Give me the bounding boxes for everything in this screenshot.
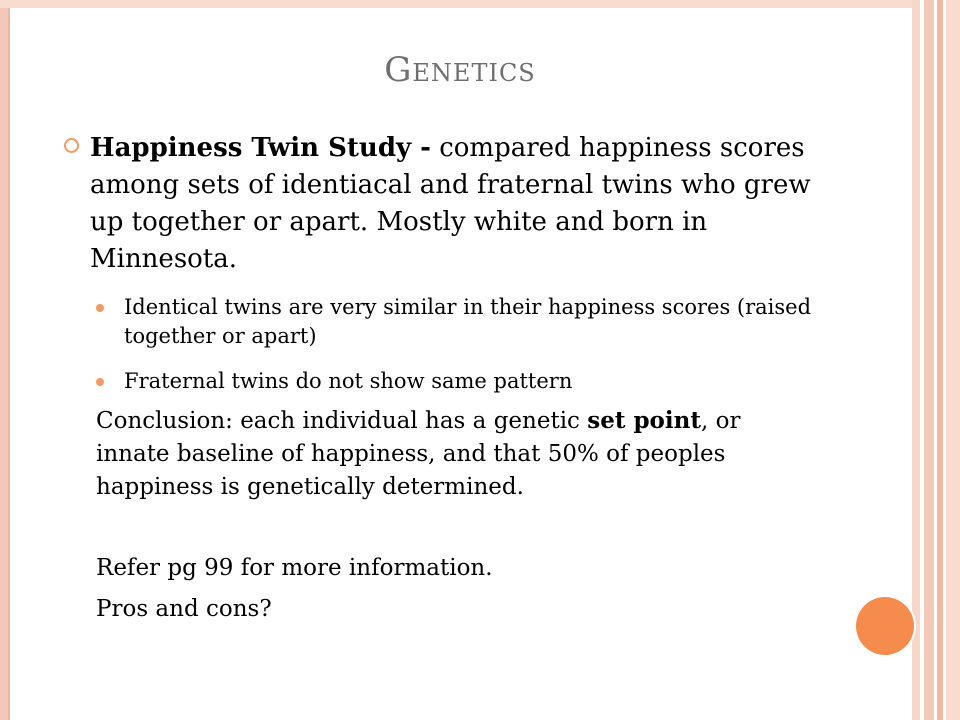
right-decorative-stripes: [912, 0, 960, 720]
conclusion-paragraph: [96, 404, 806, 504]
slide-title: Genetics: [384, 50, 536, 90]
main-bullet-body: compared happiness scores among sets of identiacal and fraternal twins who grew up together or apart. Mostly white and born in Minnesota.: [90, 133, 811, 274]
frame-left-border: [0, 0, 8, 720]
main-bullet-text: [90, 130, 820, 278]
sub-bullet-identical: [106, 293, 826, 351]
sub-bullet-text: Identical twins are very similar in their happiness scores (raised together or apart): [124, 295, 812, 348]
sub-bullet-text: Fraternal twins do not show same pattern: [124, 369, 573, 393]
dot-bullet-icon: [96, 378, 104, 386]
dot-bullet-icon: [96, 304, 104, 312]
conclusion-before: Conclusion: each individual has a genetic: [96, 408, 588, 434]
decorative-orange-circle: [856, 597, 914, 655]
sub-bullet-fraternal: [106, 367, 826, 396]
frame-top-border: [0, 0, 920, 8]
refer-text: Refer pg 99 for more information.: [96, 555, 493, 581]
main-bullet-lead: Happiness Twin Study -: [90, 133, 431, 163]
ring-bullet-icon: [64, 138, 79, 153]
conclusion-after: , or innate baseline of happiness, and that 50% of peoples happiness is genetically determined.: [96, 408, 741, 500]
pros-cons-text: Pros and cons?: [96, 596, 272, 622]
conclusion-set-point: set point: [587, 407, 701, 434]
